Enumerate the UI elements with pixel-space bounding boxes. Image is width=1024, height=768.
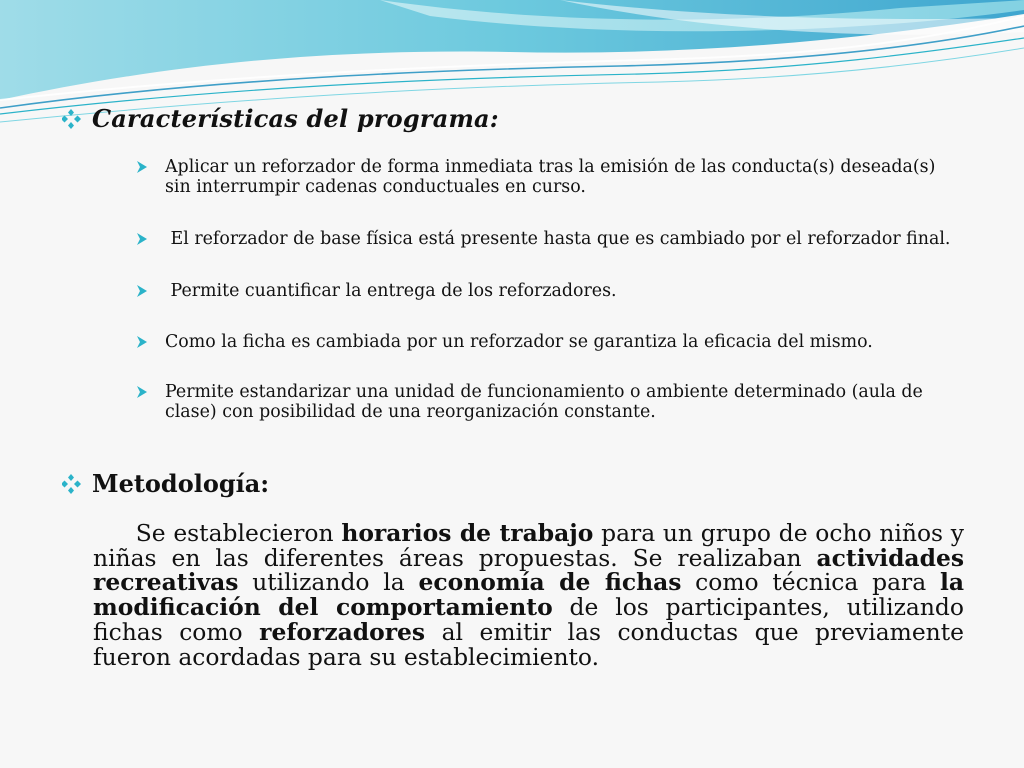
section-heading-characteristics: [62, 104, 499, 133]
heading-text: Características del programa:: [92, 104, 499, 133]
bullet-text: Como la ficha es cambiada por un reforzador se garantiza la eficacia del mismo.: [165, 332, 873, 352]
bullet-text: Aplicar un reforzador de forma inmediata tras la emisión de las conducta(s) deseada(s) sin interrumpir cadenas conductuales en curso.: [165, 157, 936, 197]
paragraph-bold-run: actividades recreativas: [93, 543, 964, 597]
paragraph-bold-run: reforzadores: [259, 617, 426, 646]
bullet-text: El reforzador de base física está presente hasta que es cambiado por el reforzador final.: [165, 229, 951, 249]
paragraph-run: como técnica para: [681, 568, 940, 597]
paragraph-run: Se establecieron: [135, 519, 342, 547]
diamond-bullet-icon: [62, 107, 92, 131]
bullet-item: [135, 382, 965, 422]
arrow-bullet-icon: [135, 232, 149, 246]
arrow-bullet-icon: [135, 335, 149, 349]
section-heading-methodology: [62, 469, 269, 498]
paragraph-run: al emitir las conductas que previamente fueron acordadas para su establecimiento.: [93, 617, 964, 671]
paragraph-bold-run: horarios de trabajo: [341, 519, 594, 547]
bullet-item: [135, 332, 965, 352]
bullet-text: Permite estandarizar una unidad de funcionamiento o ambiente determinado (aula de clase) con posibilidad de una reorganización constante.: [165, 382, 923, 422]
heading-text: Metodología:: [92, 469, 270, 498]
bullet-item: [135, 281, 965, 301]
paragraph-run: para un grupo de ocho niños y niñas en las diferentes áreas propuestas. Se realizaban: [93, 519, 964, 572]
methodology-paragraph: [93, 521, 964, 669]
diamond-bullet-icon: [62, 472, 92, 496]
arrow-bullet-icon: [135, 284, 149, 298]
bullet-item: [135, 157, 965, 197]
paragraph-run: utilizando la: [238, 568, 419, 597]
arrow-bullet-icon: [135, 160, 149, 174]
bullet-item: [135, 229, 965, 249]
paragraph-run: de los participantes, utilizando fichas como: [93, 593, 964, 646]
paragraph-bold-run: economía de fichas: [418, 568, 682, 597]
paragraph-bold-run: la modificación del comportamiento: [93, 568, 964, 622]
arrow-bullet-icon: [135, 385, 149, 399]
bullet-text: Permite cuantificar la entrega de los reforzadores.: [165, 281, 617, 301]
